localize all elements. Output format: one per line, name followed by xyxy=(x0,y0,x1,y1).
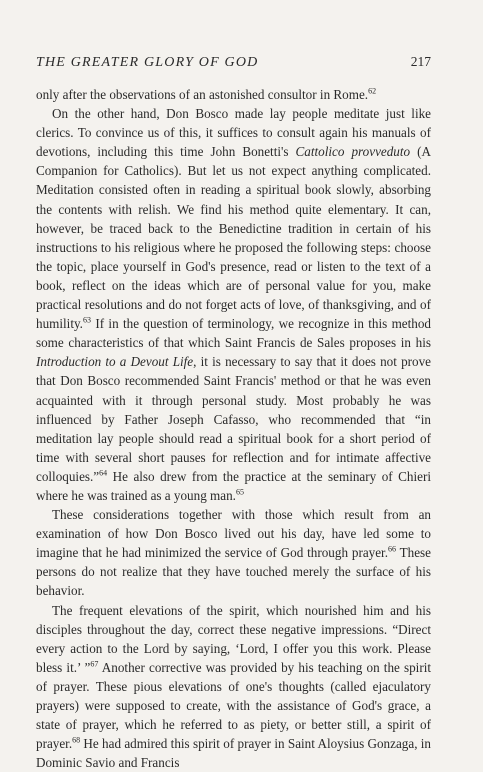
footnote-reference: 64 xyxy=(99,468,108,478)
paragraph xyxy=(36,505,431,600)
text-run: , it is necessary to say that it does not prove that Don Bosco recommended Saint Francis' method or that he was even acquainted with it through personal study. Most probably he was influenced by Father Joseph Cafasso, who recommended that “in meditation lay people should read a spiritual book for a short period of time with several short pauses for reflection and for intimate affective colloquies.” xyxy=(36,354,432,484)
text-run: These considerations together with those which result from an examination of how Don Bosco lived out his day, have led some to imagine that he had minimized the service of God through prayer. xyxy=(36,507,431,561)
page-header xyxy=(36,54,431,71)
footnote-reference: 63 xyxy=(82,315,91,325)
text-run: only after the observations of an astonished consultor in Rome. xyxy=(36,87,369,102)
text-run: The frequent elevations of the spirit, which nourished him and his disciples throughout the day, correct these negative impressions. “Direct every action to the Lord by saying, ‘Lord, I offer you this work. Please bless it.’ ” xyxy=(36,602,431,675)
text-run: If in the question of terminology, we recognize in this method some characteristics of that which Saint Francis de Sales proposes in his xyxy=(36,316,431,351)
italic-title: Introduction to a Devout Life xyxy=(36,354,194,370)
body-text xyxy=(36,85,431,772)
paragraph xyxy=(36,104,431,505)
footnote-reference: 65 xyxy=(235,487,244,497)
page-number: 217 xyxy=(410,54,431,69)
paragraph xyxy=(36,601,431,772)
text-run: On the other hand, Don Bosco made lay people meditate just like clerics. To convince us of this, it suffices to consult again his manuals of devotions, including this time John Bonetti's xyxy=(36,106,431,160)
footnote-reference: 68 xyxy=(72,735,81,745)
paragraph xyxy=(36,85,431,104)
footnote-reference: 66 xyxy=(388,544,396,554)
footnote-reference: 67 xyxy=(90,659,99,669)
footnote-reference: 62 xyxy=(368,86,377,96)
text-run: He also drew from the practice at the seminary of Chieri where he was trained as a young man. xyxy=(36,468,431,503)
italic-title: Cattolico provveduto xyxy=(295,144,411,160)
text-run: He had admired this spirit of prayer in Saint Aloysius Gonzaga, in Dominic Savio and Francis xyxy=(36,736,431,771)
text-run: Another corrective was provided by his teaching on the spirit of prayer. These pious elevations of one's thoughts (called ejaculatory prayers) were supposed to create, with the assistance of God's grace, a state of prayer, which he referred to as piety, or better still, a spirit of prayer. xyxy=(36,659,431,752)
text-run: These persons do not realize that they have touched merely the surface of his behavior. xyxy=(36,545,431,599)
text-run: (A Companion for Catholics). But let us not expect anything complicated. Meditation consisted often in reading a spiritual book slowly, absorbing the contents with relish. We find his method quite elementary. It can, however, be traced back to the Benedictine tradition in certain of his instructions to his religious where he proposed the following steps: choose the topic, place yourself in God's presence, read or listen to the text of a book, reflect on the ideas which are of personal value for you, make practical resolutions and do not forget acts of love, of thanksgiving, and of humility. xyxy=(36,144,432,332)
running-title: THE GREATER GLORY OF GOD xyxy=(36,55,259,70)
